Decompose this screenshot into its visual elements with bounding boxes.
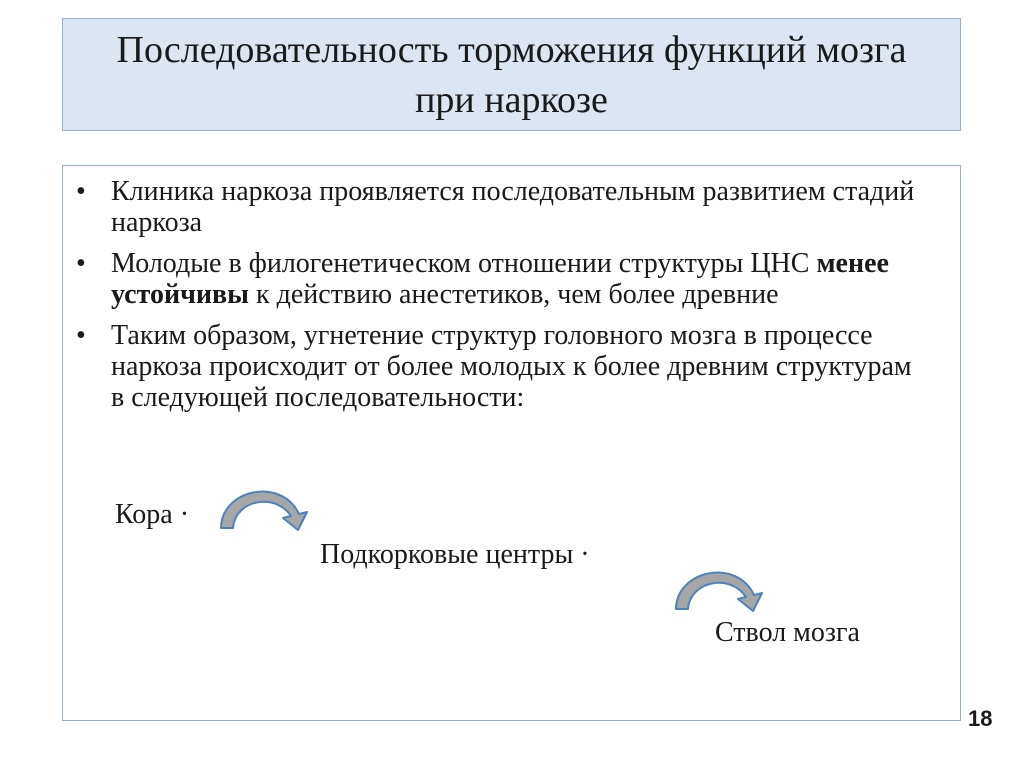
page-number: 18 <box>968 706 993 731</box>
bullet-marker: • <box>76 320 86 351</box>
bullet-text-bold: менее устойчивы <box>111 248 889 310</box>
bullet-text-part: к действию анестетиков, чем более древние <box>249 279 779 310</box>
bullet-item <box>63 248 923 310</box>
bullet-item <box>63 176 923 238</box>
bullet-text-part: Молодые в филогенетическом отношении структуры ЦНС <box>111 248 817 279</box>
title-box <box>62 18 961 131</box>
slide-title: Последовательность торможения функций мозга при наркозе <box>116 28 907 121</box>
curved-arrow-icon <box>666 561 776 613</box>
curved-arrow-shape <box>221 492 307 530</box>
sequence-step-subcortex: Подкорковые центры · <box>320 539 590 570</box>
curved-arrow-icon <box>211 480 321 532</box>
bullet-text <box>111 248 889 310</box>
bullet-item <box>63 320 923 413</box>
bullet-list <box>63 176 923 423</box>
sequence-step-brainstem: Ствол мозга <box>715 617 860 648</box>
bullet-text: Таким образом, угнетение структур головного мозга в процессе наркоза происходит от более молодых к более древним структурам в следующей последовательности: <box>111 320 912 413</box>
bullet-marker: • <box>76 176 86 207</box>
content-box <box>62 165 961 721</box>
curved-arrow-shape <box>676 573 762 611</box>
sequence-step-cortex: Кора · <box>115 499 190 530</box>
bullet-text: Клиника наркоза проявляется последовательным развитием стадий наркоза <box>111 176 915 238</box>
bullet-marker: • <box>76 248 86 279</box>
